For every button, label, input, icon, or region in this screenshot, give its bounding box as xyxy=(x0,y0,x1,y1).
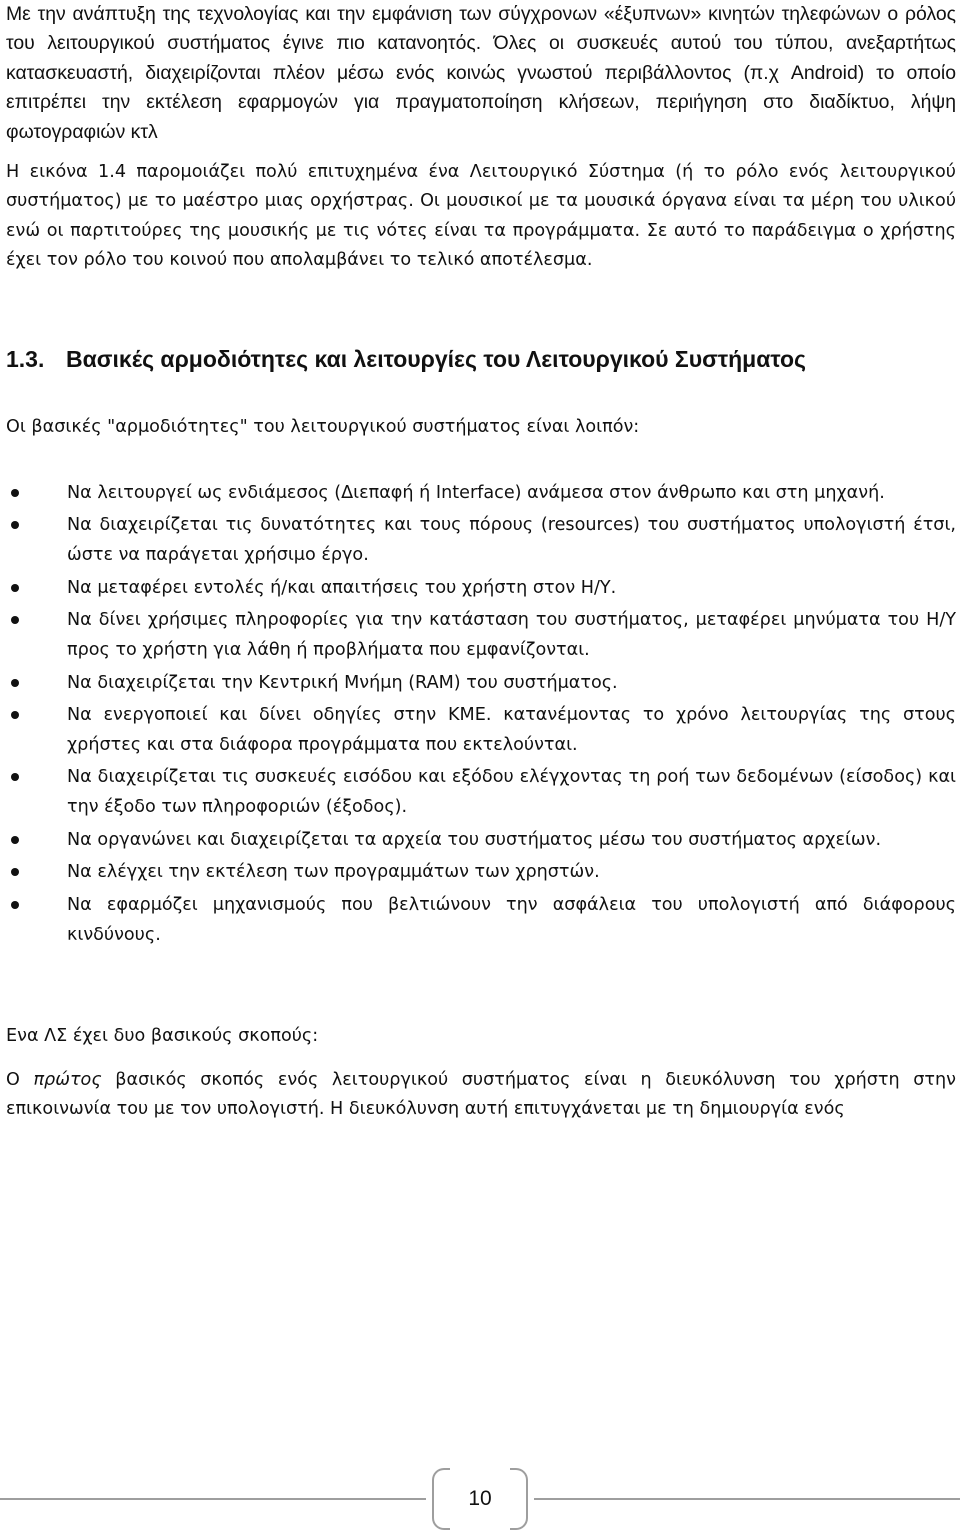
section-heading xyxy=(6,343,806,375)
list-item: Να ελέγχει την εκτέλεση των προγραμμάτων των χρηστών. xyxy=(6,857,956,887)
bullet-icon xyxy=(11,584,19,592)
bullet-icon xyxy=(11,711,19,719)
list-item: Να διαχειρίζεται τις συσκευές εισόδου και εξόδου ελέγχοντας τη ροή των δεδομένων (είσοδος) και την έξοδο των πληροφοριών (έξοδος). xyxy=(6,762,956,822)
right-brace-icon xyxy=(510,1468,528,1530)
bullet-icon xyxy=(11,489,19,497)
bullet-icon xyxy=(11,901,19,909)
goals-paragraph: Ο πρώτος βασικός σκοπός ενός λειτουργικού συστήματος είναι η διευκόλυνση του χρήστη στην επικοινωνία του με τον υπολογιστή. Η διευκόλυνση αυτή επιτυγχάνεται με τη δημιουργία ενός xyxy=(6,1070,956,1120)
footer-rule-right xyxy=(534,1498,960,1500)
page-footer xyxy=(0,1468,960,1530)
footer-rule-left xyxy=(0,1498,426,1500)
list-item: Να οργανώνει και διαχειρίζεται τα αρχεία του συστήματος μέσω του συστήματος αρχείων. xyxy=(6,825,956,855)
list-item: Να εφαρμόζει μηχανισμούς που βελτιώνουν την ασφάλεια του υπολογιστή από διάφορους κινδύνους. xyxy=(6,890,956,950)
bullet-icon xyxy=(11,773,19,781)
bullet-icon xyxy=(11,616,19,624)
list-item: Να μεταφέρει εντολές ή/και απαιτήσεις του χρήστη στον Η/Υ. xyxy=(6,573,956,603)
bullet-icon xyxy=(11,868,19,876)
emphasis-word: πρώτος xyxy=(33,1070,102,1090)
list-item: Να δίνει χρήσιμες πληροφορίες για την κατάσταση του συστήματος, μεταφέρει μηνύματα του Η/Υ προς το χρήστη για λάθη ή προβλήματα που εμφανίζονται. xyxy=(6,605,956,665)
bullet-icon xyxy=(11,521,19,529)
goals-intro: Ενα ΛΣ έχει δυο βασικούς σκοπούς: xyxy=(6,1026,319,1046)
bullet-icon xyxy=(11,836,19,844)
list-item: Να λειτουργεί ως ενδιάμεσος (Διεπαφή ή Interface) ανάμεσα στον άνθρωπο και στη μηχανή. xyxy=(6,478,956,508)
responsibilities-list xyxy=(6,478,956,952)
left-brace-icon xyxy=(432,1468,450,1530)
list-item: Να διαχειρίζεται τις δυνατότητες και τους πόρους (resources) του συστήματος υπολογιστή έτσι, ώστε να παράγεται χρήσιμο έργο. xyxy=(6,510,956,570)
section-title: Βασικές αρμοδιότητες και λειτουργίες του Λειτουργικού Συστήματος xyxy=(66,346,807,372)
section-number: 1.3. xyxy=(6,346,45,372)
figure-paragraph: Η εικόνα 1.4 παρομοιάζει πολύ επιτυχημένα ένα Λειτουργικό Σύστημα (ή το ρόλο ενός λειτουργικού συστήματος) με το μαέστρο μιας ορχήστρας. Οι μουσικοί με τα μουσικά όργανα είναι τα μέρη του υλικού ενώ οι παρτιτούρες της μουσικής με τις νότες είναι τα προγράμματα. Σε αυτό το παράδειγμα ο χρήστης έχει τον ρόλο του κοινού που απολαμβάνει το τελικό αποτέλεσμα. xyxy=(6,162,956,271)
bullet-icon xyxy=(11,679,19,687)
lead-paragraph: Οι βασικές "αρμοδιότητες" του λειτουργικού συστήματος είναι λοιπόν: xyxy=(6,417,640,437)
intro-paragraph: Με την ανάπτυξη της τεχνολογίας και την εμφάνιση των σύγχρονων «έξυπνων» κινητών τηλεφώνων ο ρόλος του λειτουργικού συστήματος έγινε πιο κατανοητός. Όλες οι συσκευές αυτού του τύπου, ανεξαρτήτως κατασκευαστή, διαχειρίζονται πλέον μέσω ενός κοινώς γνωστού περιβάλλοντος (π.χ Android) το οποίο επιτρέπει την εκτέλεση εφαρμογών για πραγματοποίηση κλήσεων, περιήγηση στο διαδίκτυο, λήψη φωτογραφιών κτλ xyxy=(6,3,956,143)
page-number: 10 xyxy=(468,1487,492,1510)
list-item: Να διαχειρίζεται την Κεντρική Μνήμη (RAM) του συστήματος. xyxy=(6,668,956,698)
list-item: Να ενεργοποιεί και δίνει οδηγίες στην ΚΜΕ. κατανέμοντας το χρόνο λειτουργίας της στους χρήστες και στα διάφορα προγράμματα που εκτελούνται. xyxy=(6,700,956,760)
